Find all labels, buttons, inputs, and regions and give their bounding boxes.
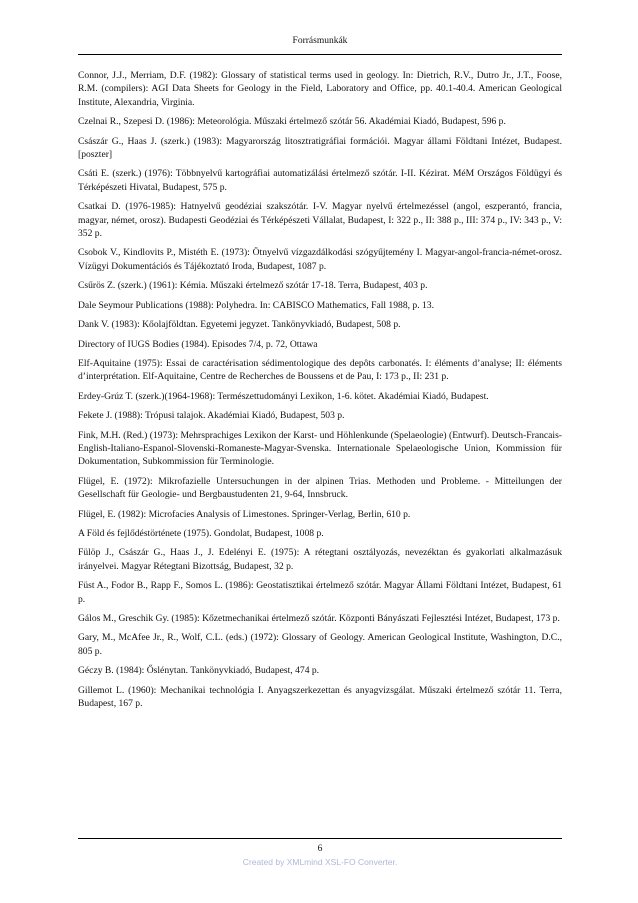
bibliography-entry: Fekete J. (1988): Trópusi talajok. Akadémiai Kiadó, Budapest, 503 p. bbox=[78, 410, 345, 422]
bibliography-entry: Gillemot L. (1960): Mechanikai technológia I. Anyagszerkezettan és anyagvizsgálat. Műszaki értelmező szótár 11. Terra, Budapest, 167 p. bbox=[78, 684, 562, 710]
bibliography-list bbox=[78, 69, 562, 716]
bibliography-entry: Csáti E. (szerk.) (1976): Többnyelvű kartográfiai automatizálási értelmező szótár. I-II. Kézirat. MéM Országos Földügyi és Térképészeti Hivatal, Budapest, 575 p. bbox=[78, 168, 562, 193]
page-header-title: Forrásmunkák bbox=[292, 36, 348, 46]
bibliography-entry: Erdey-Grúz T. (szerk.)(1964-1968): Természettudományi Lexikon, 1-6. kötet. Akadémiai Kiadó, Budapest. bbox=[78, 390, 489, 402]
bibliography-entry: Gálos M., Greschik Gy. (1985): Kőzetmechanikai értelmező szótár. Központi Bányászati Fejlesztési Intézet, Budapest, 173 p. bbox=[78, 613, 560, 624]
bibliography-entry: Fink, M.H. (Red.) (1973): Mehrsprachiges Lexikon der Karst- und Höhlenkunde (Spelaeologie) (Entwurf). Deutsch-Francais-English-Italiano-Espanol-Slovenski-Romaneste-Magyar-Svenska. Internationale Spelaeologische Union, Kommission für Dokumentation, Subkommission für Terminologie. bbox=[78, 429, 562, 468]
bibliography-entry: Géczy B. (1984): Őslénytan. Tankönyvkiadó, Budapest, 474 p. bbox=[78, 665, 320, 677]
bibliography-entry: Csűrös Z. (szerk.) (1961): Kémia. Műszaki értelmező szótár 17-18. Terra, Budapest, 403 p. bbox=[78, 280, 428, 292]
bibliography-entry: Dank V. (1983): Kőolajföldtan. Egyetemi jegyzet. Tankönyvkiadó, Budapest, 508 p. bbox=[78, 319, 401, 331]
bibliography-entry: A Föld és fejlődéstörténete (1975). Gondolat, Budapest, 1008 p. bbox=[78, 527, 324, 539]
bibliography-entry: Flügel, E. (1982): Microfacies Analysis of Limestones. Springer-Verlag, Berlin, 610 p. bbox=[78, 508, 411, 520]
bibliography-entry: Directory of IUGS Bodies (1984). Episodes 7/4, p. 72, Ottawa bbox=[78, 338, 318, 350]
bibliography-entry: Elf-Aquitaine (1975): Essai de caractérisation sédimentologique des depôts carbonatés. I: éléments d’analyse; II: éléments d’interprétation. Elf-Aquitaine, Centre de Recherches de Boussens et de Pau, I: 173 p., II: 231 p. bbox=[78, 357, 562, 383]
bibliography-entry: Gary, M., McAfee Jr., R., Wolf, C.L. (eds.) (1972): Glossary of Geology. American Geological Institute, Washington, D.C., 805 p. bbox=[78, 632, 562, 657]
bibliography-entry: Fülöp J., Császár G., Haas J., J. Edelényi E. (1975): A rétegtani osztályozás, nevezéktan és gyakorlati alkalmazásuk irányelvei. Magyar Rétegtani Bizottság, Budapest, 32 p. bbox=[78, 547, 562, 572]
bibliography-entry: Connor, J.J., Merriam, D.F. (1982): Glossary of statistical terms used in geology. In: Dietrich, R.V., Dutro Jr., J.T., Foose, R.M. (compilers): AGI Data Sheets for Geology in the Field, Laboratory and Office, pp. 40.1-40.4. American Geological Institute, Alexandria, Virginia. bbox=[78, 70, 562, 108]
bibliography-entry: Czelnai R., Szepesi D. (1986): Meteorológia. Műszaki értelmező szótár 56. Akadémiai Kiadó, Budapest, 596 p. bbox=[78, 116, 506, 128]
converter-credit: Created by XMLmind XSL-FO Converter. bbox=[242, 857, 398, 867]
page-number: 6 bbox=[317, 844, 323, 854]
bibliography-entry: Flügel, E. (1972): Mikrofazielle Untersuchungen in der alpinen Trias. Methoden und Probleme. - Mitteilungen der Gesellschaft für Geologie- und Bergbaustudenten 21, 9-64, Innsbruck. bbox=[78, 475, 562, 501]
bibliography-entry: Császár G., Haas J. (szerk.) (1983): Magyarország litosztratigráfiai formációi. Magyar állami Földtani Intézet, Budapest. [poszter] bbox=[78, 135, 562, 161]
bibliography-entry: Csobok V., Kindlovits P., Mistéth E. (1973): Ötnyelvű vízgazdálkodási szógyűjtemény I. Magyar-angol-francia-német-orosz. Vízügyi Dokumentációs és Tájékoztató Iroda, Budapest, 1087 p. bbox=[78, 247, 562, 272]
bibliography-entry: Csatkai D. (1976-1985): Hatnyelvű geodéziai szakszótár. I-V. Magyar nyelvű értelmezéssel (angol, eszperantó, francia, magyar, német, orosz). Budapesti Geodéziai és Térképészeti Vállalat, Budapest, I: 322 p., II: 388 p., III: 374 p., IV: 343 p., V: 352 p. bbox=[78, 201, 562, 240]
bibliography-entry: Dale Seymour Publications (1988): Polyhedra. In: CABISCO Mathematics, Fall 1988, p. 13. bbox=[78, 299, 434, 311]
bibliography-entry: Füst A., Fodor B., Rapp F., Somos L. (1986): Geostatisztikai értelmező szótár. Magyar Állami Földtani Intézet, Budapest, 61 p. bbox=[78, 580, 562, 605]
page-footer bbox=[78, 838, 562, 867]
page-header bbox=[78, 36, 562, 55]
